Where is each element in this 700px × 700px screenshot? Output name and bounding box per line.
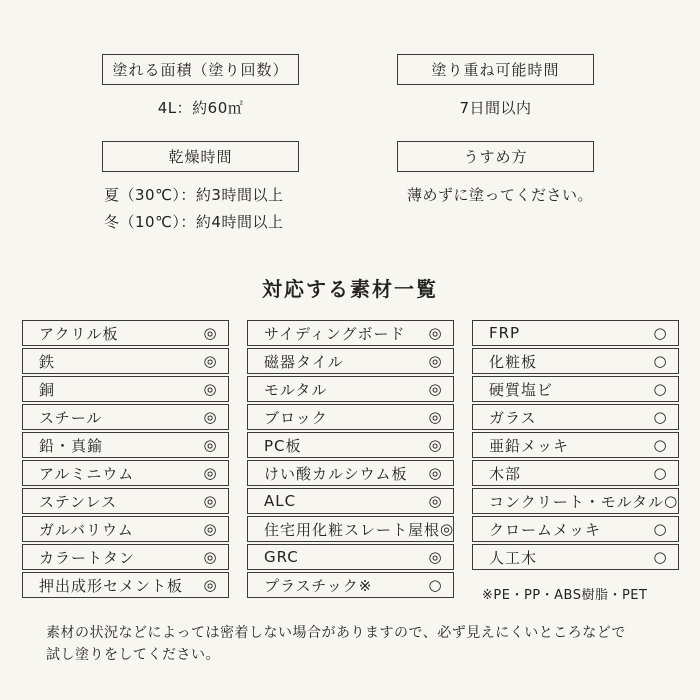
plastic-footnote: ※PE・PP・ABS樹脂・PET bbox=[482, 588, 648, 603]
material-row bbox=[247, 432, 454, 458]
material-row bbox=[247, 544, 454, 570]
material-row bbox=[22, 320, 229, 346]
compatibility-mark: ◎ bbox=[203, 576, 217, 594]
material-row bbox=[22, 404, 229, 430]
material-row bbox=[22, 544, 229, 570]
compatibility-mark: ◎ bbox=[203, 408, 217, 426]
material-name: クロームメッキ bbox=[489, 520, 602, 539]
coverage-value: 4L：約60㎡ bbox=[157, 99, 244, 117]
material-row bbox=[22, 572, 229, 598]
materials-heading: 対応する素材一覧 bbox=[262, 277, 438, 301]
compatibility-mark: ○ bbox=[653, 324, 667, 342]
material-name: 鉄 bbox=[39, 352, 56, 371]
material-row bbox=[247, 460, 454, 486]
materials-column-1 bbox=[22, 320, 229, 600]
material-name: PC板 bbox=[264, 436, 302, 455]
compatibility-mark: ◎ bbox=[203, 548, 217, 566]
material-row bbox=[472, 404, 679, 430]
footer-line-2: 試し塗りをしてください。 bbox=[46, 647, 220, 663]
material-name: けい酸カルシウム板 bbox=[264, 464, 408, 483]
material-row bbox=[22, 460, 229, 486]
material-name: 木部 bbox=[489, 464, 522, 483]
material-name: 亜鉛メッキ bbox=[489, 436, 570, 455]
recoat-label: 塗り重ね可能時間 bbox=[397, 54, 594, 85]
material-name: 化粧板 bbox=[489, 352, 538, 371]
material-name: プラスチック※ bbox=[264, 576, 373, 595]
material-row bbox=[247, 572, 454, 598]
compatibility-mark: ○ bbox=[653, 408, 667, 426]
material-name: 磁器タイル bbox=[264, 352, 344, 371]
footer-line-1: 素材の状況などによっては密着しない場合がありますので、必ず見えにくいところなどで bbox=[46, 625, 626, 641]
material-row bbox=[472, 376, 679, 402]
material-name: ガラス bbox=[489, 408, 537, 427]
material-row bbox=[472, 516, 679, 542]
compatibility-mark: ◎ bbox=[428, 492, 442, 510]
compatibility-mark: ◎ bbox=[428, 548, 442, 566]
compatibility-mark: ○ bbox=[653, 436, 667, 454]
material-name: モルタル bbox=[264, 380, 328, 399]
thinning-label: うすめ方 bbox=[397, 141, 594, 172]
thinning-value: 薄めずに塗ってください。 bbox=[407, 186, 594, 204]
compatibility-mark: ◎ bbox=[203, 520, 217, 538]
material-row bbox=[22, 432, 229, 458]
material-name: アルミニウム bbox=[39, 464, 135, 483]
material-row bbox=[247, 348, 454, 374]
material-row bbox=[22, 488, 229, 514]
material-name: コンクリート・モルタル bbox=[489, 492, 665, 511]
material-row bbox=[247, 404, 454, 430]
compatibility-mark: ○ bbox=[428, 576, 442, 594]
material-row bbox=[247, 516, 454, 542]
compatibility-mark: ◎ bbox=[428, 324, 442, 342]
compatibility-mark: ○ bbox=[653, 464, 667, 482]
compatibility-mark: ◎ bbox=[203, 352, 217, 370]
compatibility-mark: ◎ bbox=[428, 408, 442, 426]
compatibility-mark: ◎ bbox=[428, 464, 442, 482]
compatibility-mark: ◎ bbox=[440, 520, 454, 538]
material-name: ステンレス bbox=[39, 492, 118, 511]
material-name: FRP bbox=[489, 324, 521, 342]
drying-label: 乾燥時間 bbox=[102, 141, 299, 172]
compatibility-mark: ◎ bbox=[203, 464, 217, 482]
compatibility-mark: ◎ bbox=[203, 436, 217, 454]
material-name: 硬質塩ビ bbox=[489, 380, 554, 399]
material-name: ガルバリウム bbox=[39, 520, 134, 539]
compatibility-mark: ◎ bbox=[428, 380, 442, 398]
material-row bbox=[247, 320, 454, 346]
compatibility-mark: ◎ bbox=[428, 352, 442, 370]
material-name: 銅 bbox=[39, 380, 56, 399]
material-name: GRC bbox=[264, 548, 299, 566]
material-name: 住宅用化粧スレート屋根 bbox=[264, 520, 441, 539]
material-name: ALC bbox=[264, 492, 297, 510]
drying-summer: 夏（30℃）：約3時間以上 bbox=[104, 186, 284, 204]
coverage-label: 塗れる面積（塗り回数） bbox=[102, 54, 299, 85]
material-name: スチール bbox=[39, 408, 103, 427]
compatibility-mark: ◎ bbox=[203, 324, 217, 342]
compatibility-mark: ◎ bbox=[428, 436, 442, 454]
material-name: カラートタン bbox=[39, 548, 136, 567]
material-row bbox=[22, 516, 229, 542]
compatibility-mark: ○ bbox=[653, 380, 667, 398]
material-name: サイディングボード bbox=[264, 324, 406, 343]
material-row bbox=[472, 432, 679, 458]
materials-column-3 bbox=[472, 320, 679, 572]
compatibility-mark: ○ bbox=[664, 492, 678, 510]
material-row bbox=[247, 488, 454, 514]
material-name: アクリル板 bbox=[39, 324, 119, 343]
material-name: 押出成形セメント板 bbox=[39, 576, 184, 595]
materials-column-2 bbox=[247, 320, 454, 600]
material-name: 鉛・真鍮 bbox=[39, 436, 104, 455]
drying-winter: 冬（10℃）：約4時間以上 bbox=[104, 213, 284, 231]
recoat-value: 7日間以内 bbox=[459, 99, 532, 117]
compatibility-mark: ◎ bbox=[203, 380, 217, 398]
material-row bbox=[472, 348, 679, 374]
material-name: 人工木 bbox=[489, 548, 538, 567]
material-row bbox=[472, 488, 679, 514]
material-row bbox=[22, 376, 229, 402]
material-row bbox=[247, 376, 454, 402]
material-row bbox=[472, 320, 679, 346]
compatibility-mark: ○ bbox=[653, 520, 667, 538]
material-row bbox=[472, 544, 679, 570]
material-row bbox=[472, 460, 679, 486]
material-row bbox=[22, 348, 229, 374]
footer-note bbox=[46, 622, 686, 666]
compatibility-mark: ○ bbox=[653, 548, 667, 566]
compatibility-mark: ◎ bbox=[203, 492, 217, 510]
material-name: ブロック bbox=[264, 408, 328, 427]
compatibility-mark: ○ bbox=[653, 352, 667, 370]
